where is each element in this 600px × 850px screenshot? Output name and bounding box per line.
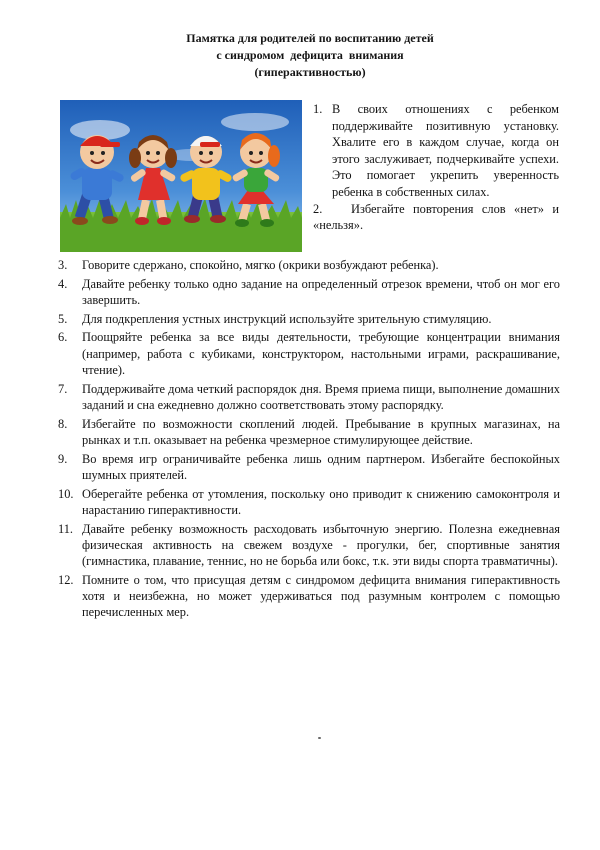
list-item-2 xyxy=(313,201,559,234)
list-item-text: Избегайте по возможности скоплений людей. Пребывание в крупных магазинах, на рынках и т.п. оказывает на ребенка чрезмерное стимулирующее действие. xyxy=(82,416,560,447)
list-item-number: 11. xyxy=(58,521,74,536)
list-item-9 xyxy=(58,451,560,484)
list-item-5 xyxy=(58,311,560,327)
children-running-on-grass-illustration xyxy=(60,100,302,252)
list-item-text: В своих отношениях с ребенком поддерживайте позитивную установку. Хвалите его в каждом случае, когда он этого заслуживает, подчеркивайте успехи. Это помогает укрепить уверенность ребенка в собственных силах. xyxy=(332,102,559,199)
list-item-text: Поддерживайте дома четкий распорядок дня. Время приема пищи, выполнение домашних заданий и сна ежедневно должно соответствовать этому распорядку. xyxy=(82,381,560,412)
list-item-8 xyxy=(58,416,560,449)
list-item-number: 8. xyxy=(58,416,68,431)
list-item-text: Оберегайте ребенка от утомления, поскольку оно приводит к снижению самоконтроля и нарастанию гиперактивности. xyxy=(82,486,560,517)
list-item-text: Во время игр ограничивайте ребенка лишь одним партнером. Избегайте беспокойных шумных приятелей. xyxy=(82,451,560,482)
list-item-text: Давайте ребенку возможность расходовать избыточную энергию. Полезна ежедневная физическая активность на свежем воздухе - прогулки, бег, спортивные занятия (гимнастика, плавание, теннис, но не борьба или бокс, т.к. эти виды спорта травматичны). xyxy=(82,521,560,569)
list-item-number: 2. xyxy=(313,201,323,216)
list-item-number: 7. xyxy=(58,381,68,396)
list-item-number: 5. xyxy=(58,311,68,326)
stray-dot-mark xyxy=(318,737,321,739)
list-item-text: Помните о том, что присущая детям с синдромом дефицита внимания гиперактивность хотя и неизбежна, но может удерживаться под разумным контролем с помощью перечисленных мер. xyxy=(82,572,560,620)
list-item-3 xyxy=(58,257,560,273)
main-list xyxy=(58,257,560,623)
list-item-number: 10. xyxy=(58,486,74,501)
list-item-text: Избегайте повторения слов «нет» и «нельзя». xyxy=(313,201,559,233)
list-item-11 xyxy=(58,521,560,570)
list-item-text: Давайте ребенку только одно задание на определенный отрезок времени, чтоб он мог его завершить. xyxy=(82,276,560,307)
list-item-number: 9. xyxy=(58,451,68,466)
list-item-6 xyxy=(58,329,560,378)
list-item-number: 6. xyxy=(58,330,68,345)
list-item-number: 4. xyxy=(58,276,68,291)
list-item-10 xyxy=(58,486,560,519)
title-line-2: с синдромом дефицита внимания xyxy=(216,48,404,62)
list-item-text: Для подкрепления устных инструкций используйте зрительную стимуляцию. xyxy=(82,311,492,326)
list-item-12 xyxy=(58,572,560,621)
list-item-text: Говорите сдержано, спокойно, мягко (окрики возбуждают ребенка). xyxy=(82,258,439,272)
list-item-1 xyxy=(313,101,559,201)
list-item-4 xyxy=(58,276,560,309)
list-item-number: 12. xyxy=(58,572,74,587)
list-item-text: Поощряйте ребенка за все виды деятельности, требующие концентрации внимания (например, работа с кубиками, конструктором, настольными играми, раскрашивание, чтение). xyxy=(82,330,560,377)
children-running-illustration xyxy=(60,100,302,252)
list-item-number: 3. xyxy=(58,258,68,272)
title-line-3: (гиперактивностью) xyxy=(254,65,366,79)
top-list xyxy=(313,101,559,234)
title-line-1: Памятка для родителей по воспитанию детей xyxy=(186,31,434,45)
document-title xyxy=(60,30,560,81)
list-item-number: 1. xyxy=(313,102,323,116)
list-item-7 xyxy=(58,381,560,414)
